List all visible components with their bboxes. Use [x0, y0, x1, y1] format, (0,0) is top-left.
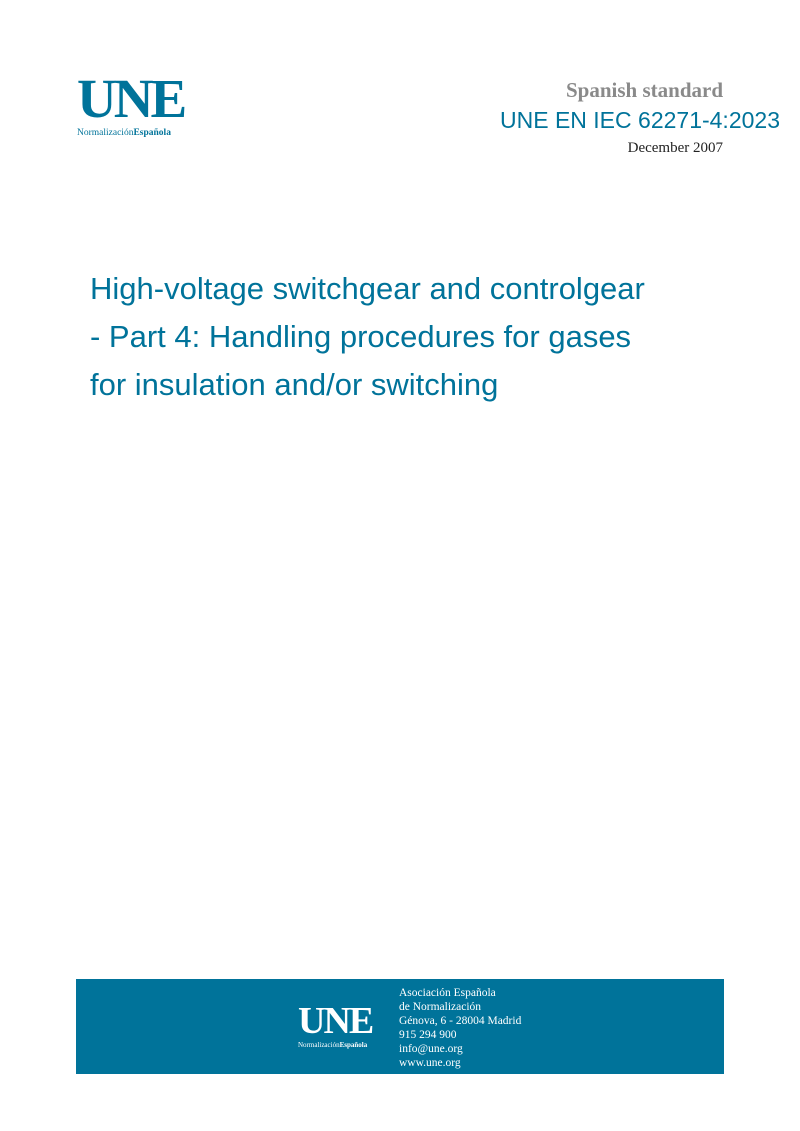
title-line: - Part 4: Handling procedures for gases — [90, 319, 632, 354]
une-logo-sub-right: Española — [133, 128, 171, 138]
footer-street: Génova, 6 - 28004 Madrid — [399, 1015, 522, 1027]
title-line: High-voltage switchgear and controlgear — [90, 271, 645, 306]
title-line: for insulation and/or switching — [90, 367, 499, 402]
footer-phone: 915 294 900 — [399, 1029, 457, 1041]
standard-kind: Spanish standard — [566, 78, 723, 102]
document-title — [90, 265, 730, 409]
footer-logo-sub-right: Española — [339, 1041, 368, 1049]
standard-code: UNE EN IEC 62271-4:2023 — [500, 107, 780, 133]
footer-une-logo — [298, 1000, 373, 1049]
footer-logo-mark: UNE — [298, 1000, 373, 1042]
footer-banner — [76, 979, 724, 1074]
footer-org-name-2: de Normalización — [399, 1001, 482, 1013]
footer-org-name: Asociación Española — [399, 987, 496, 999]
une-logo — [77, 68, 197, 138]
standard-date: December 2007 — [627, 140, 723, 156]
une-logo-mark: UNE — [77, 68, 185, 129]
footer-website-link[interactable]: www.une.org — [399, 1057, 461, 1069]
footer-logo-sub-left: Normalización — [298, 1041, 340, 1049]
footer-email-link[interactable]: info@une.org — [399, 1043, 463, 1055]
footer-address — [399, 986, 521, 1070]
footer-logo-subtitle — [298, 1041, 372, 1049]
une-logo-subtitle — [77, 128, 197, 138]
standard-header — [500, 78, 780, 157]
une-logo-sub-left: Normalización — [77, 128, 134, 138]
